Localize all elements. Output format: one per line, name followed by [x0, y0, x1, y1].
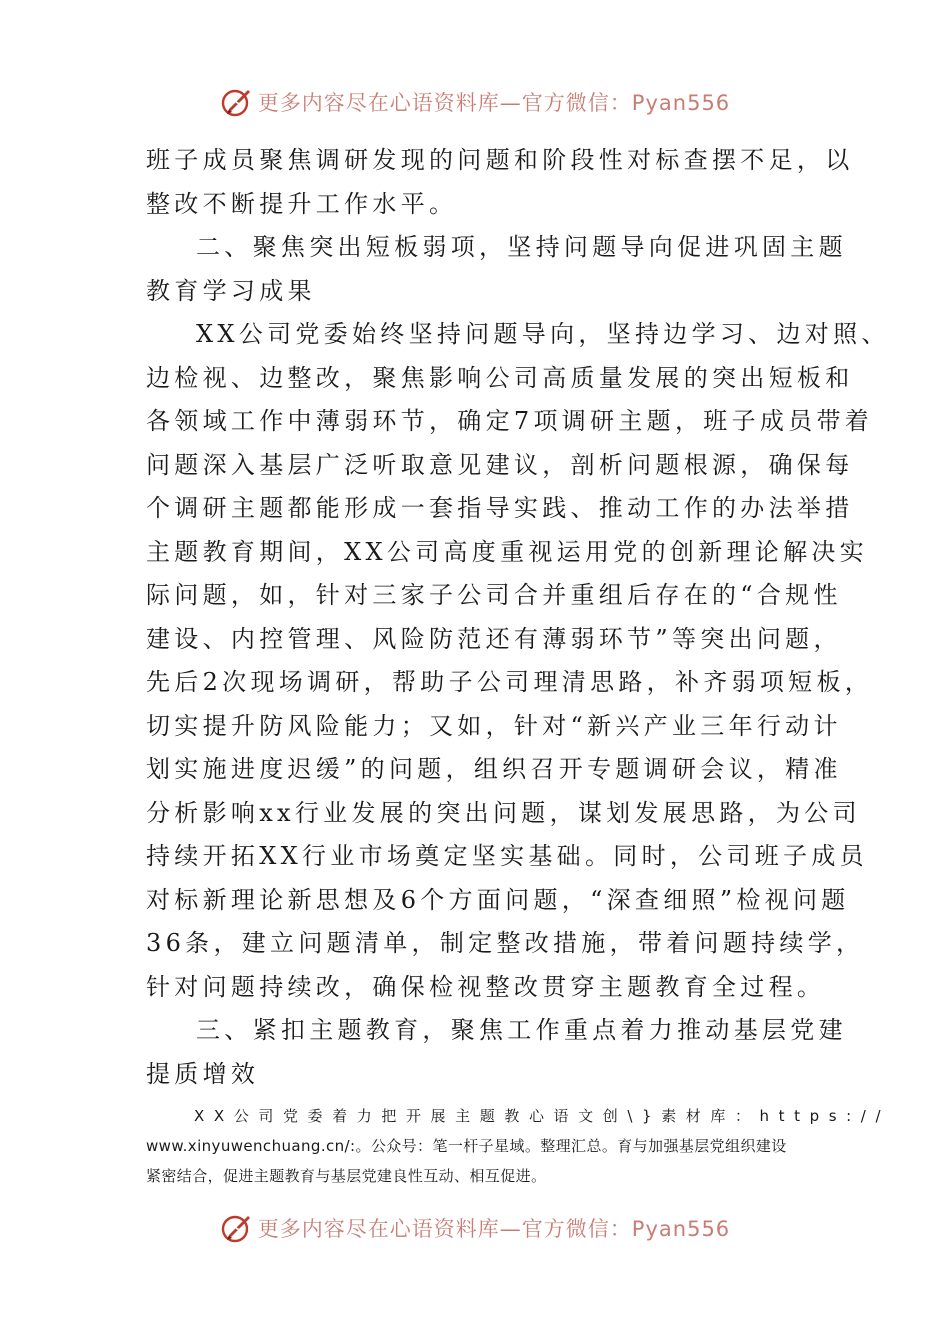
pen-logo-icon	[220, 1211, 254, 1245]
header-banner-text[interactable]: 更多内容尽在心语资料库—官方微信：Pyan556	[257, 91, 731, 115]
text-line: 建设、内控管理、风险防范还有薄弱环节”等突出问题，	[146, 624, 842, 653]
text-line: XX公司党委始终坚持问题导向，坚持边学习、边对照、	[196, 320, 890, 348]
text-line: 先后2次现场调研，帮助子公司理清思路，补齐弱项短板，	[146, 668, 874, 696]
text-line: 对标新理论新思想及6个方面问题，“深查细照”检视问题	[146, 885, 850, 914]
document-body	[146, 139, 890, 1096]
source-note-line: 紧密结合，促进主题教育与基层党建良性互动、相互促进。	[146, 1167, 547, 1185]
text-line: 持续开拓XX行业市场奠定坚实基础。同时，公司班子成员	[146, 842, 868, 870]
text-line: 切实提升防风险能力；又如，针对“新兴产业三年行动计	[146, 711, 842, 740]
text-line: 划实施进度迟缓”的问题，组织召开专题调研会议，精准	[146, 755, 842, 783]
text-line: 提质增效	[146, 1059, 260, 1088]
text-line: 二、聚焦突出短板弱项，坚持问题导向促进巩固主题	[196, 233, 847, 261]
source-note-block	[146, 1101, 891, 1191]
footer-banner	[0, 1208, 950, 1248]
pen-logo-icon	[220, 85, 254, 119]
source-note-line: XX公司党委着力把开展主题教心语文创\}素材库：https://	[194, 1107, 891, 1125]
text-line: 主题教育期间，XX公司高度重视运用党的创新理论解决实	[146, 537, 868, 566]
header-banner	[0, 82, 950, 122]
text-line: 三、紧扣主题教育，聚焦工作重点着力推动基层党建	[196, 1016, 847, 1044]
text-line: 边检视、边整改，聚焦影响公司高质量发展的突出短板和	[146, 363, 854, 392]
text-line: 个调研主题都能形成一套指导实践、推动工作的办法举措	[146, 494, 854, 522]
text-line: 36条，建立问题清单，制定整改措施，带着问题持续学，	[146, 929, 865, 957]
footer-banner-text[interactable]: 更多内容尽在心语资料库—官方微信：Pyan556	[257, 1217, 731, 1241]
text-line: 分析影响xx行业发展的突出问题，谋划发展思路，为公司	[146, 798, 861, 827]
source-note-line: www.xinyuwenchuang.cn/:。公众号：笔一杆子星域。整理汇总。育与加强基层党组织建设	[146, 1137, 787, 1155]
text-line: 针对问题持续改，确保检视整改贯穿主题教育全过程。	[146, 972, 826, 1001]
text-line: 各领域工作中薄弱环节，确定7项调研主题，班子成员带着	[146, 407, 874, 435]
text-line: 际问题，如，针对三家子公司合并重组后存在的“合规性	[146, 581, 842, 609]
text-line: 问题深入基层广泛听取意见建议，剖析问题根源，确保每	[146, 450, 854, 479]
text-line: 教育学习成果	[146, 276, 316, 305]
text-line: 班子成员聚焦调研发现的问题和阶段性对标查摆不足，以	[146, 146, 854, 174]
text-line: 整改不断提升工作水平。	[146, 189, 458, 218]
